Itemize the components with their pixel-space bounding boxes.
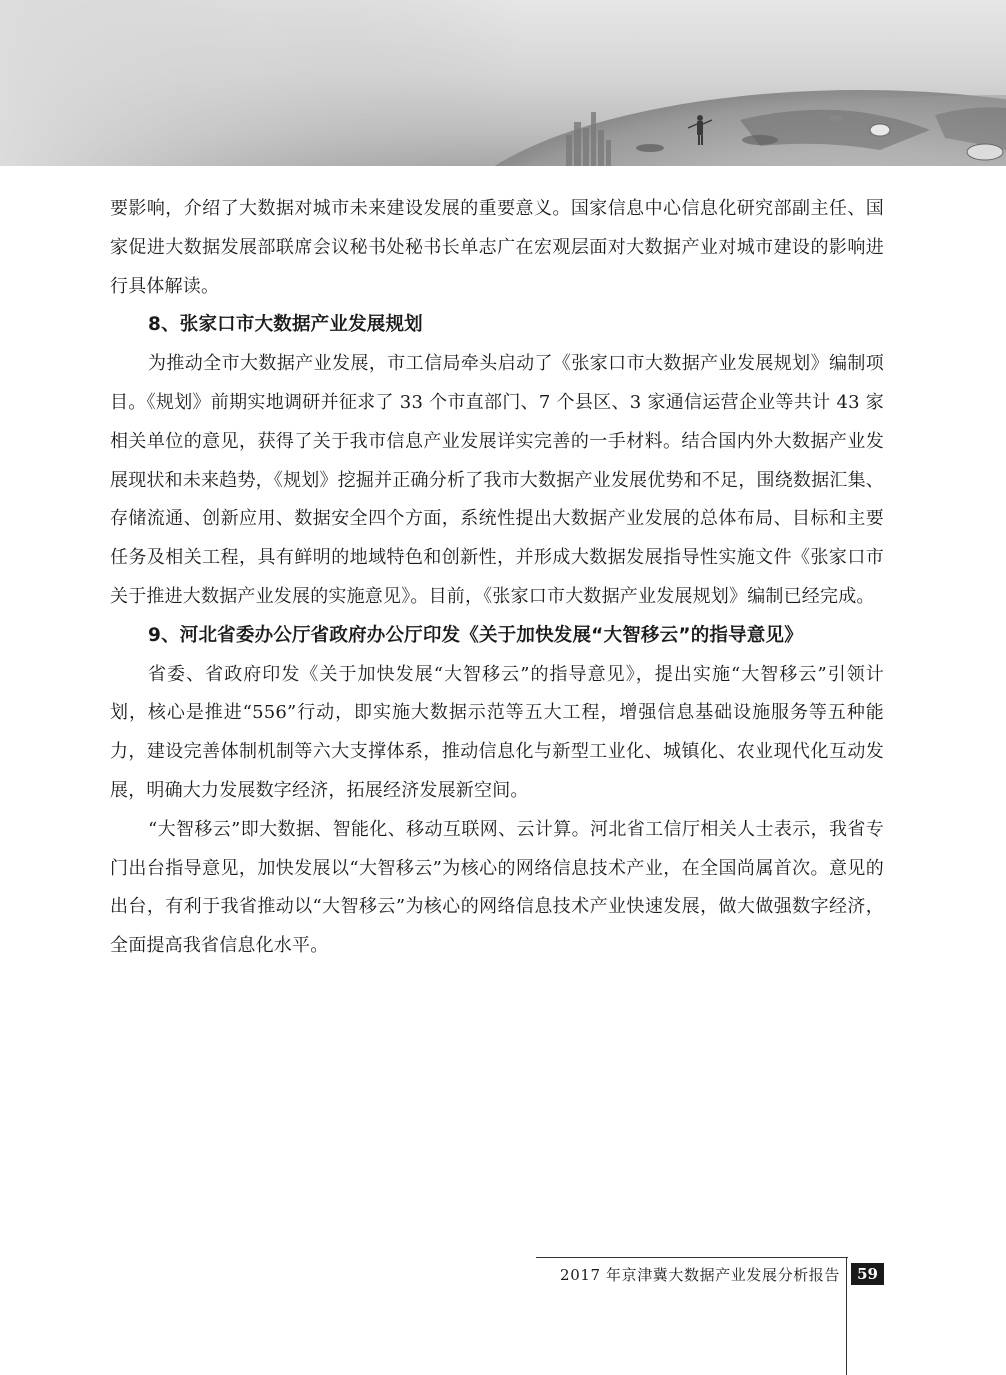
page-number: 59 (851, 1263, 884, 1285)
header-banner (0, 0, 1006, 166)
globe-city-banner-icon (0, 0, 1006, 166)
section-heading-9: 9、河北省委办公厅省政府办公厅印发《关于加快发展“大智移云”的指导意见》 (148, 624, 803, 646)
footer-vertical-rule (846, 1257, 847, 1375)
footer-report-title: 2017 年京津冀大数据产业发展分析报告 (560, 1266, 840, 1284)
paragraph-dazhiyiyun-definition: “大智移云”即大数据、智能化、移动互联网、云计算。河北省工信厅相关人士表示，我省专门出台指导意见，加快发展以“大智移云”为核心的网络信息技术产业，在全国尚属首次。意见的出台，有利于我省推动以“大智移云”为核心的网络信息技术产业快速发展，做大做强数字经济，全面提高我省信息化水平。 (110, 818, 884, 957)
article-body (110, 190, 884, 966)
paragraph-intro-continuation: 要影响，介绍了大数据对城市未来建设发展的重要意义。国家信息中心信息化研究部副主任、国家促进大数据发展部联席会议秘书处秘书长单志广在宏观层面对大数据产业对城市建设的影响进行具体解读。 (110, 198, 884, 297)
footer-rule (536, 1257, 848, 1258)
section-heading-8: 8、张家口市大数据产业发展规划 (148, 314, 423, 336)
paragraph-zhangjiakou-plan: 为推动全市大数据产业发展，市工信局牵头启动了《张家口市大数据产业发展规划》编制项目。《规划》前期实地调研并征求了 33 个市直部门、7 个县区、3 家通信运营企业等共计 43 家相关单位的意见，获得了关于我市信息产业发展详实完善的一手材料。结合国内外大数据产业发展现状和未来趋势，《规划》挖掘并正确分析了我市大数据产业发展优势和不足，围绕数据汇集、存储流通、创新应用、数据安全四个方面，系统性提出大数据产业发展的总体布局、目标和主要任务及相关工程，具有鲜明的地域特色和创新性，并形成大数据发展指导性实施文件《张家口市关于推进大数据产业发展的实施意见》。目前，《张家口市大数据产业发展规划》编制已经完成。 (110, 353, 884, 607)
paragraph-guidance-opinion: 省委、省政府印发《关于加快发展“大智移云”的指导意见》，提出实施“大智移云”引领计划，核心是推进“556”行动，即实施大数据示范等五大工程，增强信息基础设施服务等五种能力，建设完善体制机制等六大支撑体系，推动信息化与新型工业化、城镇化、农业现代化互动发展，明确大力发展数字经济，拓展经济发展新空间。 (110, 663, 884, 801)
